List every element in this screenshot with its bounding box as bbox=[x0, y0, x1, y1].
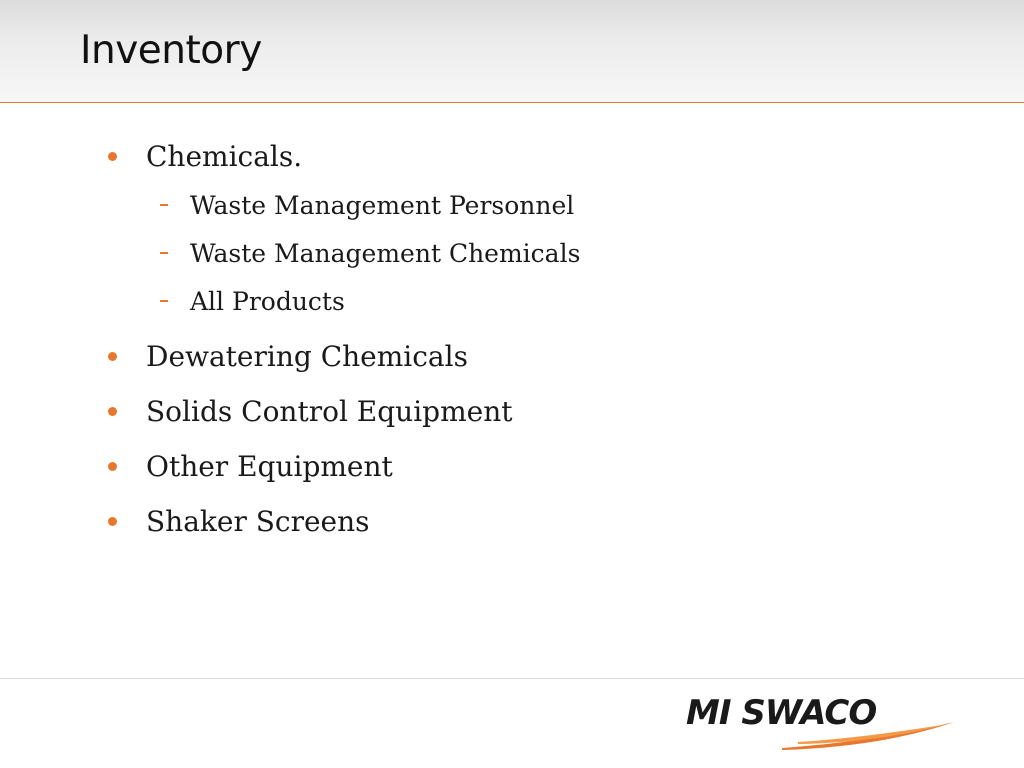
bullet-label: Other Equipment bbox=[146, 449, 393, 483]
bullet-label: Chemicals. bbox=[146, 139, 303, 173]
dash-bullet-icon bbox=[160, 300, 168, 302]
bullet-label: Solids Control Equipment bbox=[146, 394, 513, 428]
dash-bullet-icon bbox=[160, 204, 168, 206]
logo-wordmark: MI SWACO bbox=[686, 693, 877, 733]
bullet-item bbox=[108, 501, 370, 541]
bullet-item bbox=[108, 391, 513, 431]
sub-bullet-label: Waste Management Chemicals bbox=[190, 238, 581, 268]
footer-divider bbox=[0, 678, 1024, 679]
bullet-item bbox=[108, 446, 393, 486]
title-divider bbox=[0, 102, 1024, 103]
bullet-dot-icon bbox=[108, 517, 117, 526]
sub-bullet-item bbox=[160, 235, 580, 271]
slide-title: Inventory bbox=[80, 28, 262, 73]
sub-bullet-item bbox=[160, 283, 345, 319]
dash-bullet-icon bbox=[160, 252, 168, 254]
bullet-item bbox=[108, 136, 302, 176]
bullet-dot-icon bbox=[108, 152, 117, 161]
sub-bullet-item bbox=[160, 187, 574, 223]
bullet-dot-icon bbox=[108, 352, 117, 361]
bullet-label: Dewatering Chemicals bbox=[146, 339, 468, 373]
sub-bullet-label: Waste Management Personnel bbox=[190, 190, 575, 220]
bullet-label: Shaker Screens bbox=[146, 504, 370, 538]
sub-bullet-label: All Products bbox=[190, 286, 345, 316]
bullet-dot-icon bbox=[108, 407, 117, 416]
swaco-swoosh-logo-icon bbox=[778, 718, 956, 752]
mi-swaco-logo bbox=[686, 693, 956, 752]
bullet-dot-icon bbox=[108, 462, 117, 471]
bullet-item bbox=[108, 336, 468, 376]
